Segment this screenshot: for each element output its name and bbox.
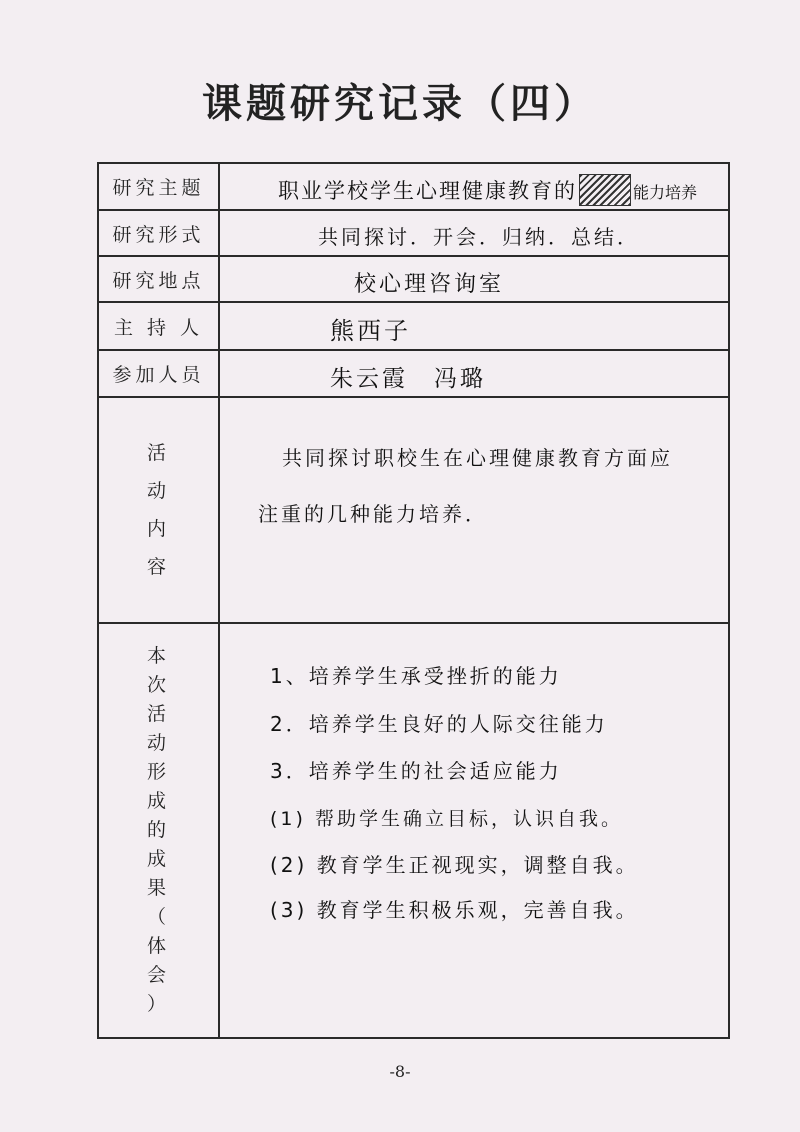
label-topic: 研究主题: [98, 163, 219, 210]
value-participants: [219, 350, 729, 397]
label-host: 主 持 人: [98, 302, 219, 350]
results-label-char: 的: [146, 819, 170, 841]
row-host: [98, 302, 729, 350]
results-label-char: 本: [146, 645, 170, 667]
label-activity: [98, 397, 219, 623]
activity-line: 共同探讨职校生在心理健康教育方面应: [282, 446, 673, 470]
results-label-char: 成: [146, 790, 170, 812]
topic-text-end: 能力培养: [633, 183, 698, 202]
results-label-char: 次: [146, 674, 170, 696]
activity-label-char: 动: [146, 480, 170, 502]
value-activity: [219, 397, 729, 623]
topic-text-main: 职业学校学生心理健康教育的: [278, 179, 577, 203]
results-line: (1) 帮助学生确立目标，认识自我。: [270, 808, 623, 830]
results-label-char: 活: [146, 703, 170, 725]
host-text: 熊西子: [330, 317, 411, 345]
results-line: (2) 教育学生正视现实，调整自我。: [270, 853, 639, 877]
activity-label-char: 内: [146, 518, 170, 540]
results-label-char: 成: [146, 848, 170, 870]
activity-label-char: 容: [146, 556, 170, 578]
location-text: 校心理咨询室: [354, 272, 505, 297]
row-location: [98, 256, 729, 302]
results-label-char: （: [146, 906, 170, 928]
research-record-table: [97, 162, 730, 1039]
row-participants: [98, 350, 729, 397]
results-label-char: 形: [146, 761, 170, 783]
form-text: 共同探讨．开会．归纳．总结．: [318, 225, 640, 249]
value-topic: [219, 163, 729, 210]
results-line: 3．培养学生的社会适应能力: [270, 759, 562, 783]
value-host: [219, 302, 729, 350]
results-label-char: 动: [146, 732, 170, 754]
value-results: [219, 623, 729, 1038]
label-results: [98, 623, 219, 1038]
value-location: [219, 256, 729, 302]
topic-struck-text: [579, 174, 631, 206]
results-label-char: 体: [146, 935, 170, 957]
results-label-char: ）: [146, 993, 170, 1015]
results-line: 1、培养学生承受挫折的能力: [270, 664, 562, 688]
row-results: [98, 623, 729, 1038]
results-label-char: 果: [146, 877, 170, 899]
results-line: (3) 教育学生积极乐观，完善自我。: [270, 898, 639, 922]
activity-label-char: 活: [146, 442, 170, 464]
results-label-char: 会: [146, 964, 170, 986]
page-title: 课题研究记录（四）: [202, 80, 598, 127]
label-form: 研究形式: [98, 210, 219, 256]
page-number: -8-: [389, 1062, 411, 1081]
row-activity: [98, 397, 729, 623]
row-form: [98, 210, 729, 256]
results-line: 2．培养学生良好的人际交往能力: [270, 712, 608, 736]
label-location: 研究地点: [98, 256, 219, 302]
label-participants: 参加人员: [98, 350, 219, 397]
row-topic: [98, 163, 729, 210]
activity-line: 注重的几种能力培养．: [258, 502, 488, 526]
participants-text: 朱云霞 冯璐: [330, 366, 486, 392]
value-form: [219, 210, 729, 256]
